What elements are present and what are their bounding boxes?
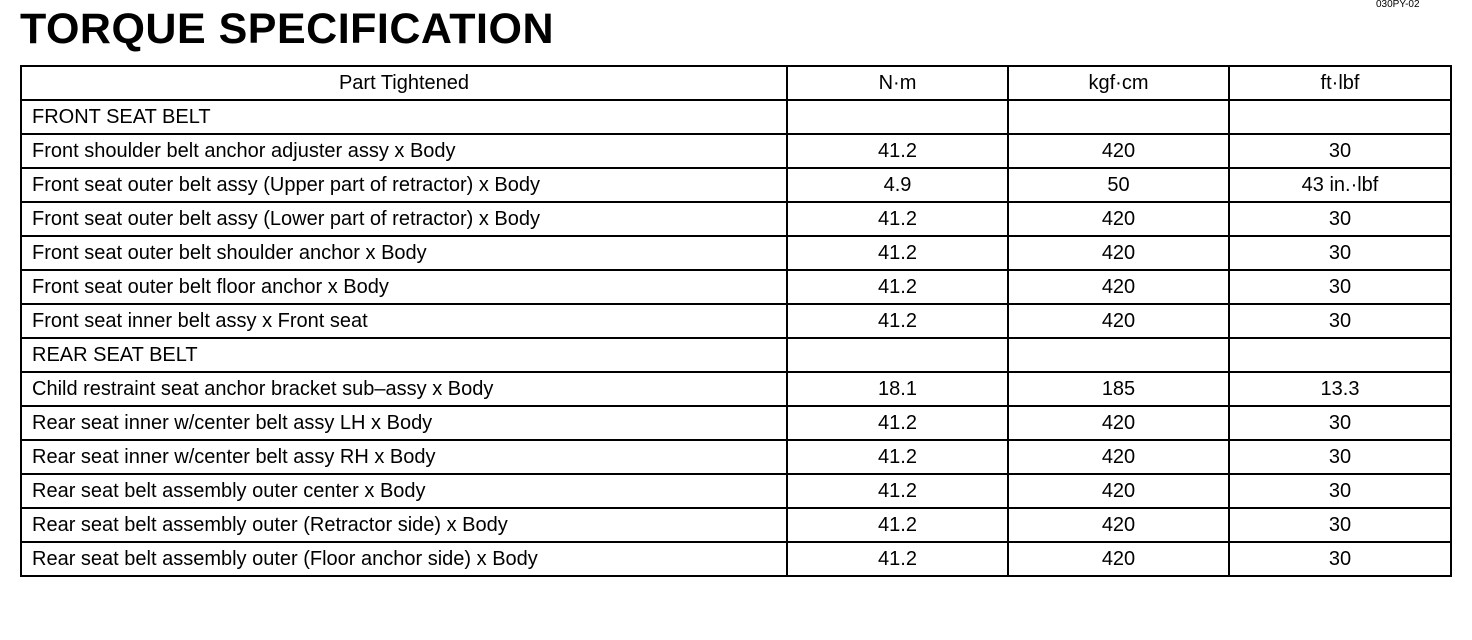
cell-kgfcm: 420	[1008, 474, 1229, 508]
cell-part: Rear seat belt assembly outer center x Body	[21, 474, 787, 508]
cell-nm: 41.2	[787, 474, 1008, 508]
section-label: FRONT SEAT BELT	[21, 100, 787, 134]
cell-ftlbf	[1229, 338, 1451, 372]
cell-ftlbf: 30	[1229, 202, 1451, 236]
cell-part: Front shoulder belt anchor adjuster assy x Body	[21, 134, 787, 168]
cell-kgfcm: 420	[1008, 236, 1229, 270]
page-title: TORQUE SPECIFICATION	[20, 5, 554, 53]
cell-nm: 41.2	[787, 202, 1008, 236]
cell-part: Front seat outer belt floor anchor x Body	[21, 270, 787, 304]
cell-part: Child restraint seat anchor bracket sub–assy x Body	[21, 372, 787, 406]
document-code: 030PY-02	[1376, 0, 1420, 10]
cell-ftlbf: 43 in.·lbf	[1229, 168, 1451, 202]
header-ftlbf: ft·lbf	[1229, 66, 1451, 100]
cell-nm: 41.2	[787, 304, 1008, 338]
table-header	[21, 66, 1451, 100]
cell-nm	[787, 100, 1008, 134]
cell-part: Rear seat inner w/center belt assy RH x Body	[21, 440, 787, 474]
cell-kgfcm: 420	[1008, 270, 1229, 304]
cell-nm: 41.2	[787, 134, 1008, 168]
header-kgfcm: kgf·cm	[1008, 66, 1229, 100]
cell-part: Front seat inner belt assy x Front seat	[21, 304, 787, 338]
cell-kgfcm: 420	[1008, 406, 1229, 440]
cell-nm: 41.2	[787, 406, 1008, 440]
cell-ftlbf: 13.3	[1229, 372, 1451, 406]
cell-kgfcm: 420	[1008, 304, 1229, 338]
cell-ftlbf	[1229, 100, 1451, 134]
cell-kgfcm: 420	[1008, 542, 1229, 576]
cell-ftlbf: 30	[1229, 406, 1451, 440]
table-row	[21, 508, 1451, 542]
cell-kgfcm: 420	[1008, 508, 1229, 542]
section-row-front-seat-belt	[21, 100, 1451, 134]
table-row	[21, 474, 1451, 508]
header-part-tightened: Part Tightened	[21, 66, 787, 100]
table-row	[21, 270, 1451, 304]
cell-nm	[787, 338, 1008, 372]
torque-spec-table	[20, 65, 1452, 577]
cell-part: Rear seat belt assembly outer (Retractor side) x Body	[21, 508, 787, 542]
cell-nm: 41.2	[787, 236, 1008, 270]
table-row	[21, 542, 1451, 576]
cell-kgfcm: 420	[1008, 134, 1229, 168]
cell-ftlbf: 30	[1229, 236, 1451, 270]
cell-ftlbf: 30	[1229, 474, 1451, 508]
cell-part: Front seat outer belt shoulder anchor x Body	[21, 236, 787, 270]
table-row	[21, 134, 1451, 168]
cell-kgfcm: 420	[1008, 202, 1229, 236]
cell-ftlbf: 30	[1229, 134, 1451, 168]
table-row	[21, 372, 1451, 406]
cell-kgfcm: 50	[1008, 168, 1229, 202]
cell-ftlbf: 30	[1229, 542, 1451, 576]
table-body	[21, 100, 1451, 576]
table-row	[21, 202, 1451, 236]
table-row	[21, 406, 1451, 440]
cell-nm: 4.9	[787, 168, 1008, 202]
cell-part: Front seat outer belt assy (Lower part of retractor) x Body	[21, 202, 787, 236]
section-row-rear-seat-belt	[21, 338, 1451, 372]
table-row	[21, 236, 1451, 270]
cell-part: Front seat outer belt assy (Upper part of retractor) x Body	[21, 168, 787, 202]
cell-nm: 41.2	[787, 508, 1008, 542]
cell-nm: 41.2	[787, 440, 1008, 474]
cell-ftlbf: 30	[1229, 508, 1451, 542]
table-row	[21, 440, 1451, 474]
cell-part: Rear seat belt assembly outer (Floor anchor side) x Body	[21, 542, 787, 576]
cell-kgfcm: 420	[1008, 440, 1229, 474]
header-nm: N·m	[787, 66, 1008, 100]
cell-nm: 18.1	[787, 372, 1008, 406]
header-row	[21, 66, 1451, 100]
cell-part: Rear seat inner w/center belt assy LH x Body	[21, 406, 787, 440]
cell-ftlbf: 30	[1229, 270, 1451, 304]
cell-kgfcm: 185	[1008, 372, 1229, 406]
section-label: REAR SEAT BELT	[21, 338, 787, 372]
table-row	[21, 304, 1451, 338]
cell-nm: 41.2	[787, 270, 1008, 304]
cell-kgfcm	[1008, 100, 1229, 134]
cell-ftlbf: 30	[1229, 440, 1451, 474]
cell-kgfcm	[1008, 338, 1229, 372]
cell-nm: 41.2	[787, 542, 1008, 576]
cell-ftlbf: 30	[1229, 304, 1451, 338]
table-row	[21, 168, 1451, 202]
